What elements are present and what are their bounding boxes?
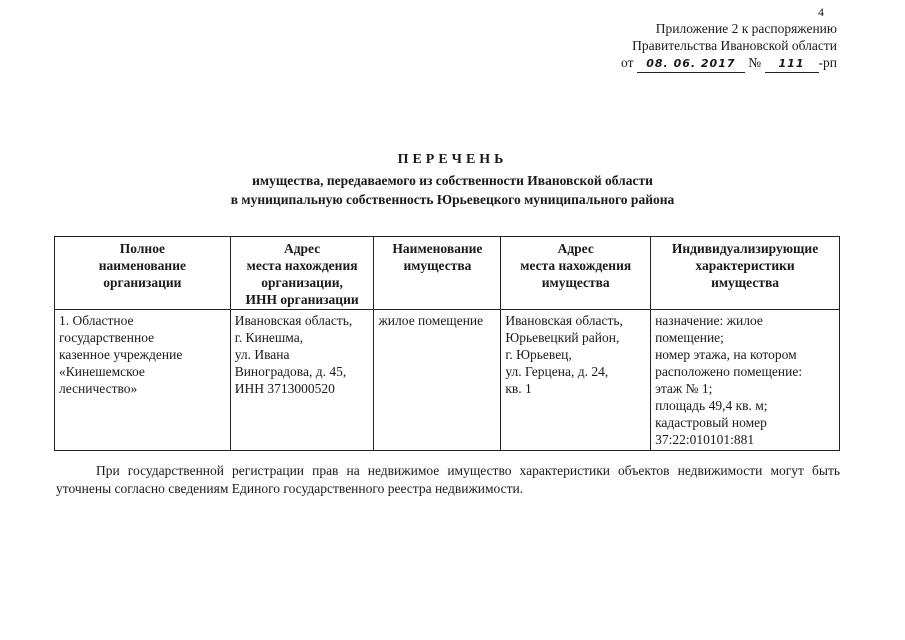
cell-line: этаж № 1; xyxy=(655,381,713,396)
cell-line: кадастровый номер xyxy=(655,415,767,430)
header-org-name xyxy=(55,237,231,310)
cell-line: номер этажа, на котором xyxy=(655,347,797,362)
order-number-handwritten: 111 xyxy=(765,55,819,73)
page-number: 4 xyxy=(818,5,824,19)
header-line: Полное xyxy=(119,241,165,256)
table-row xyxy=(55,310,840,451)
cell-line: расположено помещение: xyxy=(655,364,803,379)
cell-line: ул. Ивана xyxy=(234,347,290,362)
cell-line: ул. Герцена, д. 24, xyxy=(505,364,609,379)
header-line: места нахождения xyxy=(520,258,632,273)
header-line: места нахождения xyxy=(246,258,358,273)
cell-characteristics xyxy=(651,310,840,451)
appendix-line-2: Правительства Ивановской области xyxy=(632,38,837,53)
header-line: характеристики xyxy=(695,258,795,273)
cell-line: г. Кинешма, xyxy=(234,330,304,345)
header-line: имущества xyxy=(711,275,780,290)
cell-property-name xyxy=(374,310,501,451)
header-line: Адрес xyxy=(557,241,594,256)
cell-org-address xyxy=(230,310,374,451)
cell-line: жилое помещение xyxy=(378,313,484,328)
header-property-address xyxy=(501,237,651,310)
cell-line: казенное учреждение xyxy=(59,347,183,362)
order-date-handwritten: 08. 06. 2017 xyxy=(637,55,745,73)
cell-line: 37:22:010101:881 xyxy=(655,432,755,447)
order-number-label: № xyxy=(748,55,762,70)
cell-line: государственное xyxy=(59,330,155,345)
document-title: ПЕРЕЧЕНЬ xyxy=(397,152,508,167)
cell-line: Ивановская область, xyxy=(234,313,353,328)
footnote-paragraph: При государственной регистрации прав на недвижимое имущество характеристики объектов недвижимости могут быть уточнены согласно сведениям Единого государственного реестра недвижимости. xyxy=(56,463,840,496)
property-table xyxy=(54,236,840,451)
header-line: Наименование xyxy=(392,241,483,256)
header-characteristics xyxy=(651,237,840,310)
header-line: Индивидуализирующие xyxy=(671,241,819,256)
appendix-line-1: Приложение 2 к распоряжению xyxy=(655,21,837,36)
header-line: имущества xyxy=(403,258,472,273)
cell-line: Юрьевецкий район, xyxy=(505,330,620,345)
cell-line: г. Юрьевец, xyxy=(505,347,572,362)
document-subtitle xyxy=(0,171,905,209)
table-header-row xyxy=(55,237,840,310)
cell-line: «Кинешемское xyxy=(59,364,145,379)
header-property-name xyxy=(374,237,501,310)
cell-org-name xyxy=(55,310,231,451)
cell-line: Ивановская область, xyxy=(505,313,623,328)
header-line: ИНН организации xyxy=(245,292,359,307)
order-line xyxy=(517,54,837,73)
cell-line: назначение: жилое xyxy=(655,313,763,328)
cell-line: лесничество» xyxy=(59,381,138,396)
cell-line: кв. 1 xyxy=(505,381,532,396)
subtitle-line-2: в муниципальную собственность Юрьевецкого муниципального района xyxy=(230,192,675,207)
order-from-label: от xyxy=(621,55,634,70)
cell-property-address xyxy=(501,310,651,451)
header-line: Адрес xyxy=(283,241,321,256)
appendix-header xyxy=(517,20,837,73)
cell-line: площадь 49,4 кв. м; xyxy=(655,398,768,413)
cell-line: Виноградова, д. 45, xyxy=(234,364,347,379)
cell-line: 1. Областное xyxy=(59,313,134,328)
cell-line: помещение; xyxy=(655,330,724,345)
subtitle-line-1: имущества, передаваемого из собственности Ивановской области xyxy=(252,173,653,188)
header-org-address xyxy=(230,237,374,310)
cell-line: ИНН 3713000520 xyxy=(234,381,335,396)
header-line: имущества xyxy=(541,275,610,290)
order-suffix: -рп xyxy=(818,55,837,70)
header-line: организации xyxy=(103,275,182,290)
header-line: наименование xyxy=(98,258,186,273)
header-line: организации, xyxy=(261,275,343,290)
